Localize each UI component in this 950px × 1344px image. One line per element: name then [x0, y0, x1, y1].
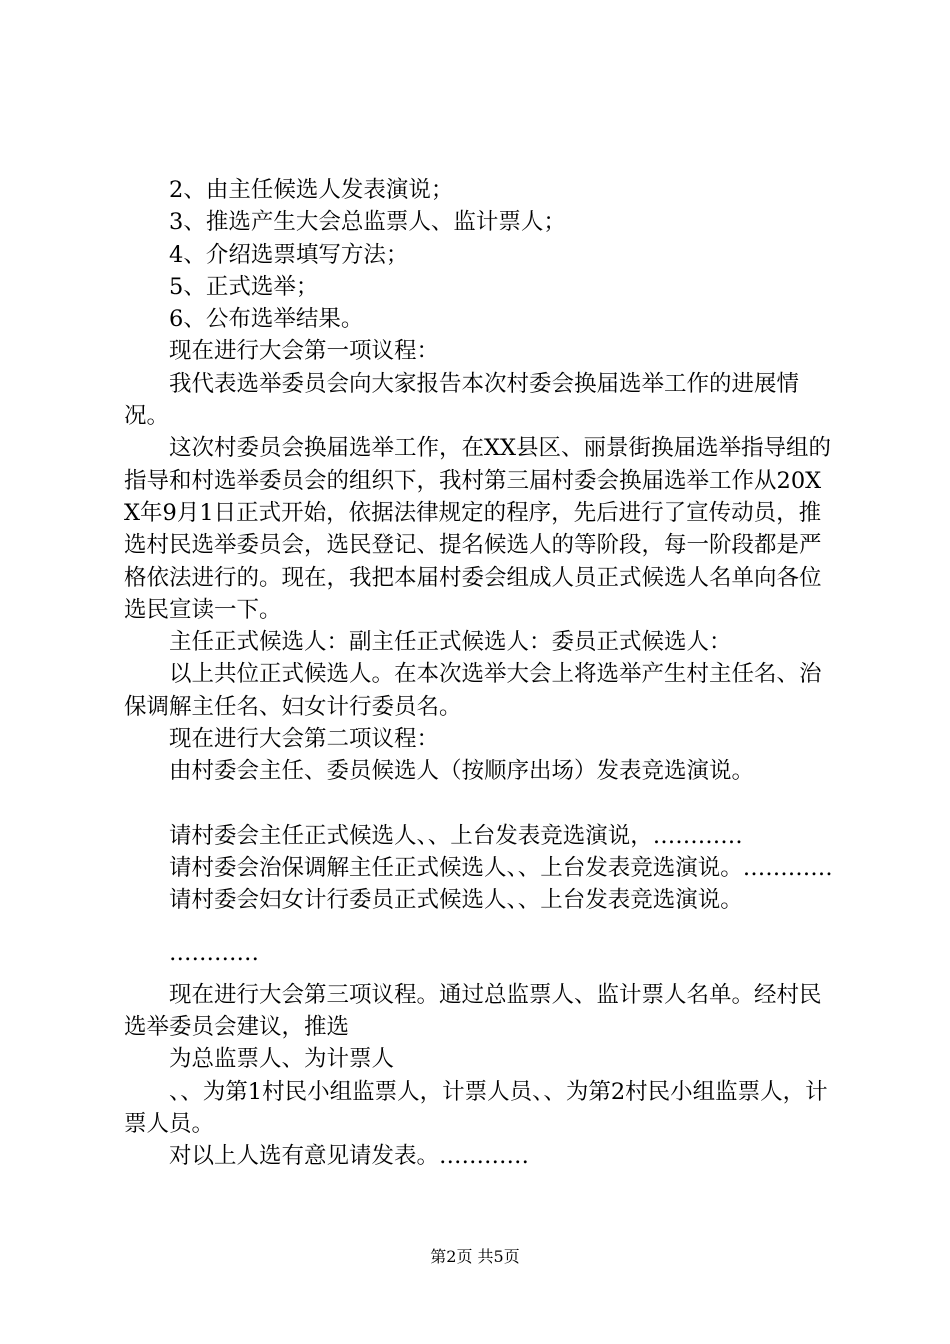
paragraph: 现在进行大会第二项议程： [169, 726, 440, 753]
paragraph: 这次村委员会换届选举工作，在XX县区、丽景街换届选举指导组的指导和村选举委员会的组织下，我村第三届村委会换届选举工作从20XX年9月1日正式开始，依据法律规定的程序，先后进行了宣传动员，推选村民选举委员会，选民登记、提名候选人的等阶段，每一阶段都是严格依法进行的。现在，我把本届村委会组成人员正式候选人名单向各位选民宣读一下。 [124, 435, 832, 623]
paragraph: 由村委会主任、委员候选人（按顺序出场）发表竞选演说。 [169, 758, 755, 785]
paragraph: 请村委会治保调解主任正式候选人、、上台发表竞选演说。………… [169, 854, 833, 881]
paragraph: 现在进行大会第一项议程： [169, 338, 440, 365]
agenda-item: 6、公布选举结果。 [169, 306, 364, 333]
agenda-item: 4、介绍选票填写方法； [169, 241, 409, 268]
agenda-item: 3、推选产生大会总监票人、监计票人； [169, 209, 566, 236]
paragraph: 、、为第1村民小组监票人，计票人员、、为第2村民小组监票人，计票人员。 [124, 1078, 828, 1138]
agenda-item: 5、正式选举； [169, 273, 319, 300]
paragraph: 我代表选举委员会向大家报告本次村委会换届选举工作的进展情况。 [124, 370, 800, 430]
agenda-item: 2、由主任候选人发表演说； [169, 177, 454, 203]
paragraph: ………… [169, 939, 259, 966]
paragraph: 请村委会妇女计行委员正式候选人、、上台发表竞选演说。 [169, 887, 743, 914]
paragraph: 请村委会主任正式候选人、、上台发表竞选演说，………… [169, 822, 743, 849]
paragraph: 为总监票人、为计票人 [169, 1046, 395, 1073]
paragraph: 以上共位正式候选人。在本次选举大会上将选举产生村主任名、治保调解主任名、妇女计行委员名。 [124, 661, 822, 720]
paragraph: 现在进行大会第三项议程。通过总监票人、监计票人名单。经村民选举委员会建议，推选 [124, 981, 822, 1041]
paragraph: 对以上人选有意见请发表。………… [169, 1143, 530, 1170]
page-footer: 第2页 共5页 [430, 1247, 520, 1266]
document-body [124, 174, 836, 1173]
paragraph: 主任正式候选人：副主任正式候选人：委员正式候选人： [169, 629, 732, 656]
